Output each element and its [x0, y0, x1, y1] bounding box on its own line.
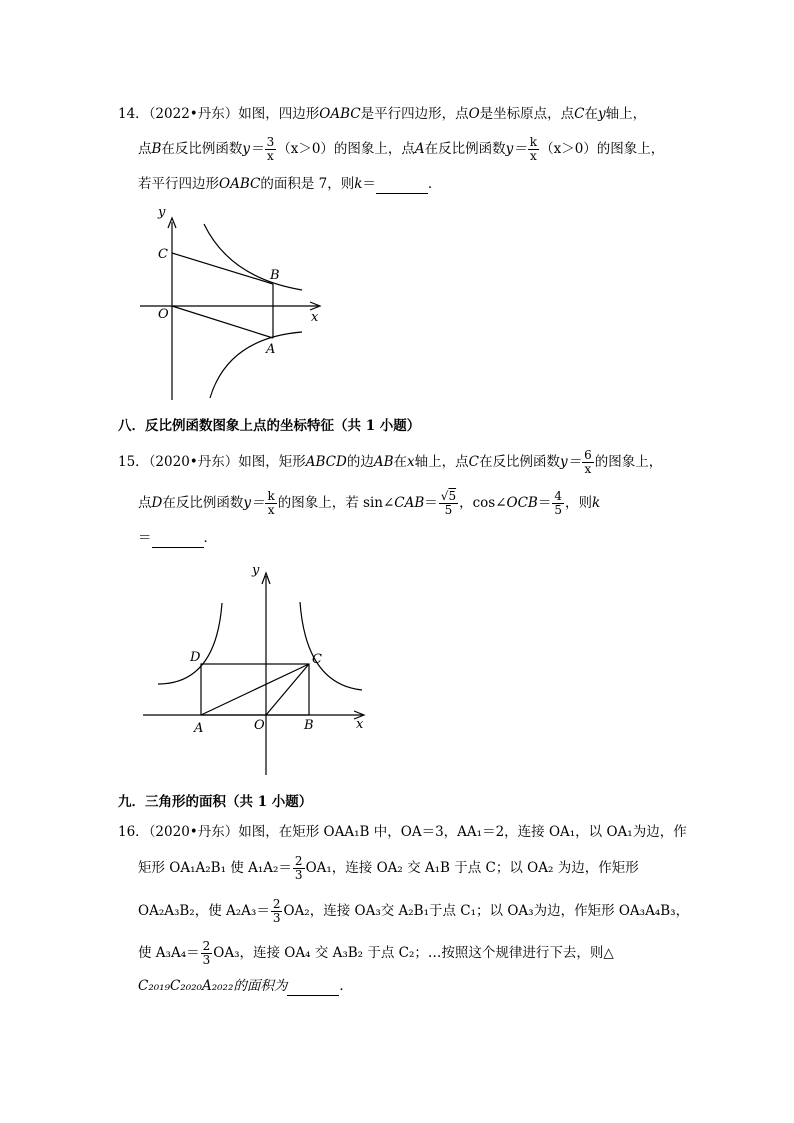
q16-answer-blank [287, 981, 339, 996]
q15-segment-AC [201, 664, 309, 715]
q14-label-y: y [158, 205, 166, 220]
q14-fraction-k-over-x: $\frac{k}{x}$ [529, 135, 538, 163]
q15-fraction-sqrt5-over-5: $\frac{√5}{5}$ [440, 489, 457, 517]
q15-label-D: D [190, 650, 201, 665]
q15-curve-left [158, 603, 222, 684]
q15-label-A: A [194, 721, 204, 736]
q15-fraction-k-over-x: $\frac{k}{x}$ [267, 489, 275, 517]
q15-label-y: y [252, 563, 260, 578]
q16-source: （2020•丹东） [148, 824, 239, 840]
q16-line4: 使 A₃A₄＝ $\frac{2}{3}$ OA₃，连接 OA₄ 交 A₃B₂ 于点 C₂；…按照这个规律进行下去，则△ [138, 939, 614, 967]
q16-fraction-2-over-3-a: $\frac{2}{3}$ [294, 854, 303, 882]
q15-segment-OC [266, 664, 309, 715]
q16-line1: 16．（2020•丹东）如图，在矩形 OAA₁B 中，OA＝3，AA₁＝2，连接 OA₁，以 OA₁为边，作 [118, 824, 687, 840]
q15-source: （2020•丹东） [148, 454, 239, 470]
q14-line3: 若平行四边形OABC的面积是 7，则k＝ ． [138, 176, 442, 192]
q14-line1: 14．（2022•丹东）如图，四边形OABC是平行四边形，点O是坐标原点，点C在y轴上， [118, 106, 647, 122]
q14-source: （2022•丹东） [148, 106, 239, 122]
q15-label-O: O [254, 718, 265, 733]
q14-label-O: O [158, 307, 169, 322]
q15-line1: 15．（2020•丹东）如图，矩形ABCD的边AB在x轴上，点C在反比例函数y＝ $\frac{6}{x}$ 的图象上， [118, 448, 663, 476]
section-8-title: 八．反比例函数图象上点的坐标特征（共 1 小题） [118, 418, 421, 434]
q15-fraction-4-over-5: $\frac{4}{5}$ [554, 489, 562, 517]
q15-label-C: C [312, 652, 322, 667]
q14-line2: 点B在反比例函数y＝ $\frac{3}{x}$ （x＞0）的图象上，点A在反比例函数y＝ $\frac{k}{x}$ （x＞0）的图象上， [138, 135, 665, 163]
section-9-title: 九．三角形的面积（共 1 小题） [118, 794, 313, 810]
q16-line2: 矩形 OA₁A₂B₁ 使 A₁A₂＝ $\frac{2}{3}$ OA₁，连接 OA₂ 交 A₁B 于点 C；以 OA₂ 为边，作矩形 [138, 854, 639, 882]
q15-number: 15． [118, 454, 149, 470]
q15-label-B: B [304, 718, 314, 733]
q16-fraction-2-over-3-c: $\frac{2}{3}$ [202, 939, 211, 967]
q15-line2: 点D在反比例函数y＝ $\frac{k}{x}$ 的图象上，若 sin∠CAB＝ $\frac{√5}{5}$ ，cos∠OCB＝ $\frac{4}{5}$ ，则k [138, 489, 601, 517]
q15-line3: ＝ ． [138, 530, 217, 546]
q14-number: 14． [118, 106, 149, 122]
q16-fraction-2-over-3-b: $\frac{2}{3}$ [272, 897, 281, 925]
q14-label-C: C [158, 247, 168, 262]
q16-number: 16． [118, 824, 149, 840]
q16-line5: C₂₀₁₉C₂₀₂₀A₂₀₂₂的面积为 ． [138, 978, 353, 994]
q15-fraction-6-over-x: $\frac{6}{x}$ [584, 448, 592, 476]
q16-line3: OA₂A₃B₂，使 A₂A₃＝ $\frac{2}{3}$ OA₂，连接 OA₃交 A₂B₁于点 C₁；以 OA₃为边，作矩形 OA₃A₄B₃， [138, 897, 690, 925]
q14-label-A: A [266, 342, 276, 357]
q15-label-x: x [356, 717, 364, 732]
q14-label-B: B [270, 268, 280, 283]
q14-fraction-3-over-x: $\frac{3}{x}$ [266, 135, 275, 163]
q14-label-x: x [311, 310, 319, 325]
